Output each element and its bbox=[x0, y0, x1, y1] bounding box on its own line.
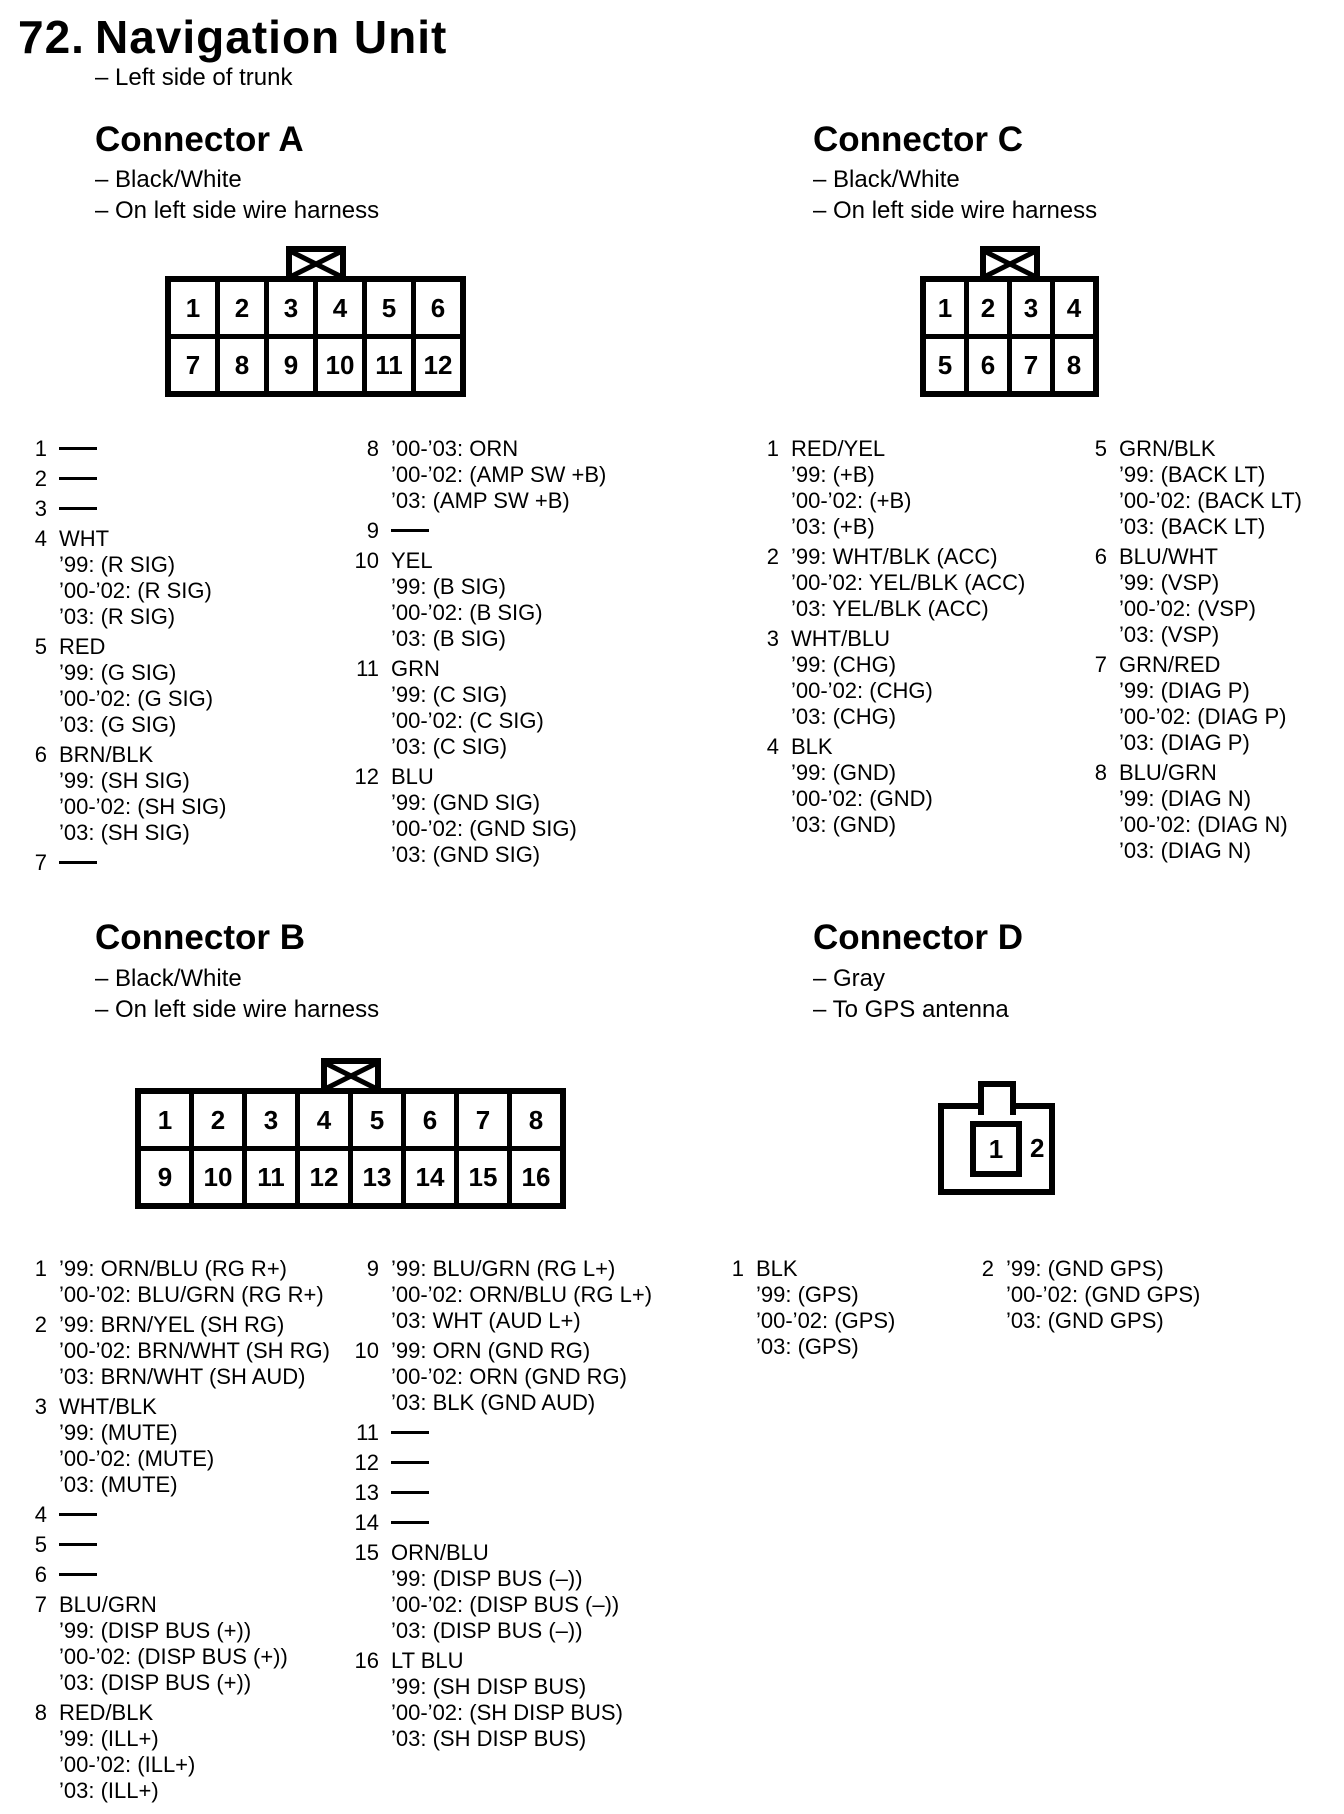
connector-b-cavity-2: 2 bbox=[194, 1094, 242, 1146]
connector-b-cavity-15: 15 bbox=[459, 1151, 507, 1203]
pin-a-4 bbox=[17, 526, 227, 630]
pin-number: 1 bbox=[34, 1256, 47, 1281]
pin-line: GRN bbox=[391, 656, 440, 681]
pin-description bbox=[1119, 652, 1287, 756]
pin-line: YEL bbox=[391, 548, 433, 573]
pin-b-5 bbox=[17, 1532, 330, 1558]
connector-note: – Black/White bbox=[813, 166, 960, 193]
pin-a-2 bbox=[17, 466, 227, 492]
connector-c-pin-list-col2 bbox=[1077, 436, 1302, 864]
pin-description bbox=[59, 1502, 97, 1528]
connector-note: – Black/White bbox=[95, 965, 242, 992]
pin-b-3 bbox=[17, 1394, 330, 1498]
pin-line: ’00-’02: BLU/GRN (RG R+) bbox=[59, 1282, 324, 1307]
pin-description bbox=[391, 656, 544, 760]
pin-c-6 bbox=[1077, 544, 1302, 648]
pin-description bbox=[791, 436, 911, 540]
pin-b-10 bbox=[349, 1338, 652, 1416]
pin-description bbox=[791, 626, 933, 730]
pin-description bbox=[59, 850, 97, 876]
pin-description bbox=[59, 1532, 97, 1558]
pin-line: ’00-’02: (GND GPS) bbox=[1006, 1282, 1201, 1307]
connector-b-pin-list-col1 bbox=[17, 1256, 330, 1804]
pin-a-5 bbox=[17, 634, 227, 738]
pin-number: 4 bbox=[766, 734, 779, 759]
pin-b-7 bbox=[17, 1592, 330, 1696]
connector-c-cavity-2: 2 bbox=[969, 282, 1007, 334]
pin-description bbox=[59, 1562, 97, 1588]
pin-line: ’03: (VSP) bbox=[1119, 622, 1220, 647]
pin-line: ’99: (B SIG) bbox=[391, 574, 506, 599]
pin-line: ’99: BRN/YEL (SH RG) bbox=[59, 1312, 285, 1337]
connector-a-cavity-2: 2 bbox=[220, 282, 264, 334]
pin-line: ’99: (CHG) bbox=[791, 652, 897, 677]
connector-notes-a bbox=[95, 164, 379, 226]
connector-b-cavity-5: 5 bbox=[353, 1094, 401, 1146]
no-connection-dash bbox=[59, 1543, 97, 1546]
pin-number: 2 bbox=[34, 466, 47, 491]
connector-a-cavity-6: 6 bbox=[416, 282, 460, 334]
pin-description bbox=[1119, 544, 1256, 648]
pin-a-10 bbox=[349, 548, 606, 652]
pin-number: 2 bbox=[981, 1256, 994, 1281]
connector-c-cavity-4: 4 bbox=[1055, 282, 1093, 334]
connector-b-cavity-7: 7 bbox=[459, 1094, 507, 1146]
connector-c-cavity-1: 1 bbox=[926, 282, 964, 334]
pin-line: BRN/BLK bbox=[59, 742, 154, 767]
connector-b-cavity-1: 1 bbox=[141, 1094, 189, 1146]
pin-line: ’03: (AMP SW +B) bbox=[391, 488, 570, 513]
pin-line: ’99: (BACK LT) bbox=[1119, 462, 1266, 487]
pin-a-8 bbox=[349, 436, 606, 514]
pin-description bbox=[391, 1480, 429, 1506]
pin-description bbox=[391, 436, 606, 514]
pin-description bbox=[1119, 760, 1288, 864]
connector-d-pin-list-col1 bbox=[714, 1256, 895, 1360]
pin-line: ’00-’02: BRN/WHT (SH RG) bbox=[59, 1338, 330, 1363]
pin-line: ’03: (DISP BUS (+)) bbox=[59, 1670, 252, 1695]
pin-number: 12 bbox=[354, 764, 379, 789]
pin-number: 9 bbox=[366, 518, 379, 543]
connector-c-cavity-3: 3 bbox=[1012, 282, 1050, 334]
no-connection-dash bbox=[59, 447, 97, 450]
pin-line: ’03: (DISP BUS (–)) bbox=[391, 1618, 583, 1643]
no-connection-dash bbox=[391, 1461, 429, 1464]
connector-c-cavity-7: 7 bbox=[1012, 339, 1050, 391]
pin-line: ’03: (ILL+) bbox=[59, 1778, 159, 1803]
connector-c-pin-grid bbox=[920, 276, 1099, 397]
connector-note: – To GPS antenna bbox=[813, 996, 1009, 1023]
connector-b-pin-grid bbox=[135, 1088, 566, 1209]
pin-number: 4 bbox=[34, 1502, 47, 1527]
pin-number: 7 bbox=[34, 850, 47, 875]
pin-description bbox=[391, 1338, 627, 1416]
connector-a-cavity-12: 12 bbox=[416, 339, 460, 391]
pin-number: 5 bbox=[34, 1532, 47, 1557]
pin-line: ’99: (DISP BUS (+)) bbox=[59, 1618, 252, 1643]
pin-description bbox=[791, 544, 1025, 622]
no-connection-dash bbox=[59, 861, 97, 864]
pin-line: BLU bbox=[391, 764, 434, 789]
pin-a-7 bbox=[17, 850, 227, 876]
pin-line: ’99: (VSP) bbox=[1119, 570, 1220, 595]
no-connection-dash bbox=[59, 507, 97, 510]
pin-line: GRN/BLK bbox=[1119, 436, 1216, 461]
pin-b-15 bbox=[349, 1540, 652, 1644]
pin-b-12 bbox=[349, 1450, 652, 1476]
pin-description bbox=[59, 1700, 195, 1804]
pin-line: RED/BLK bbox=[59, 1700, 154, 1725]
pin-description bbox=[59, 436, 97, 462]
connector-c-cavity-5: 5 bbox=[926, 339, 964, 391]
pin-line: ’00-’02: (R SIG) bbox=[59, 578, 212, 603]
pin-line: ’99: (DISP BUS (–)) bbox=[391, 1566, 583, 1591]
pin-description bbox=[59, 1394, 214, 1498]
pin-line: LT BLU bbox=[391, 1648, 464, 1673]
pin-line: ’03: (SH DISP BUS) bbox=[391, 1726, 587, 1751]
pin-line: ’00-’02: (B SIG) bbox=[391, 600, 543, 625]
connector-a-cavity-11: 11 bbox=[367, 339, 411, 391]
connector-b-cavity-6: 6 bbox=[406, 1094, 454, 1146]
pin-line: ’03: (C SIG) bbox=[391, 734, 508, 759]
pin-line: ’99: BLU/GRN (RG L+) bbox=[391, 1256, 616, 1281]
pin-d-2 bbox=[964, 1256, 1200, 1334]
pin-line: ’00-’02: (SH SIG) bbox=[59, 794, 227, 819]
connector-b-cavity-3: 3 bbox=[247, 1094, 295, 1146]
pin-line: ’03: (GPS) bbox=[756, 1334, 859, 1359]
pin-line: ’03: BRN/WHT (SH AUD) bbox=[59, 1364, 306, 1389]
pin-b-8 bbox=[17, 1700, 330, 1804]
pin-line: ’03: BLK (GND AUD) bbox=[391, 1390, 596, 1415]
pin-number: 7 bbox=[34, 1592, 47, 1617]
pin-line: ’00-’02: (VSP) bbox=[1119, 596, 1256, 621]
pin-line: ’99: (GND SIG) bbox=[391, 790, 541, 815]
pin-number: 7 bbox=[1094, 652, 1107, 677]
connector-a-cavity-3: 3 bbox=[269, 282, 313, 334]
connector-notes-c bbox=[813, 164, 1097, 226]
pin-number: 15 bbox=[354, 1540, 379, 1565]
page-title: Navigation Unit bbox=[95, 11, 448, 63]
connector-note: – On left side wire harness bbox=[813, 197, 1098, 224]
pin-line: BLU/WHT bbox=[1119, 544, 1218, 569]
connector-b-cavity-9: 9 bbox=[141, 1151, 189, 1203]
pin-number: 2 bbox=[34, 1312, 47, 1337]
pin-description bbox=[391, 764, 577, 868]
pin-description bbox=[756, 1256, 895, 1360]
connector-title-d: Connector D bbox=[813, 918, 1023, 957]
pin-line: ’03: (GND SIG) bbox=[391, 842, 541, 867]
connector-notes-d bbox=[813, 963, 1009, 1025]
pin-line: ’03: (GND GPS) bbox=[1006, 1308, 1164, 1333]
pin-line: WHT bbox=[59, 526, 110, 551]
connector-a-cavity-4: 4 bbox=[318, 282, 362, 334]
pin-c-4 bbox=[749, 734, 1025, 838]
pin-line: BLK bbox=[791, 734, 833, 759]
pin-description bbox=[59, 466, 97, 492]
pin-line: ’00-’02: (GPS) bbox=[756, 1308, 896, 1333]
pin-description bbox=[59, 1312, 330, 1390]
pin-line: ’03: (CHG) bbox=[791, 704, 897, 729]
connector-c-cavity-8: 8 bbox=[1055, 339, 1093, 391]
pin-description bbox=[59, 526, 212, 630]
pin-number: 16 bbox=[354, 1648, 379, 1673]
pin-line: ’00-’02: (MUTE) bbox=[59, 1446, 215, 1471]
pin-b-1 bbox=[17, 1256, 330, 1308]
connector-a-cavity-7: 7 bbox=[171, 339, 215, 391]
no-connection-dash bbox=[59, 1513, 97, 1516]
connector-note: – On left side wire harness bbox=[95, 996, 380, 1023]
pin-line: ’99: (GPS) bbox=[756, 1282, 859, 1307]
pin-number: 8 bbox=[366, 436, 379, 461]
no-connection-dash bbox=[391, 1431, 429, 1434]
connector-title-a: Connector A bbox=[95, 120, 304, 159]
pin-line: ’99: (C SIG) bbox=[391, 682, 508, 707]
connector-note: – On left side wire harness bbox=[95, 197, 380, 224]
connector-b-cavity-12: 12 bbox=[300, 1151, 348, 1203]
pin-number: 11 bbox=[356, 656, 379, 681]
pin-d-1 bbox=[714, 1256, 895, 1360]
pin-description bbox=[59, 1256, 324, 1308]
pin-number: 6 bbox=[34, 742, 47, 767]
pin-line: ’99: (ILL+) bbox=[59, 1726, 159, 1751]
no-connection-dash bbox=[391, 1521, 429, 1524]
pin-line: RED bbox=[59, 634, 106, 659]
connector-b-cavity-16: 16 bbox=[512, 1151, 560, 1203]
pin-description bbox=[59, 634, 213, 738]
pin-number: 3 bbox=[34, 1394, 47, 1419]
connector-title-c: Connector C bbox=[813, 120, 1023, 159]
pin-line: ’00-’02: (BACK LT) bbox=[1119, 488, 1302, 513]
connector-a-cavity-9: 9 bbox=[269, 339, 313, 391]
connector-b-cavity-11: 11 bbox=[247, 1151, 295, 1203]
pin-b-4 bbox=[17, 1502, 330, 1528]
pin-line: ’00-’02: (DISP BUS (+)) bbox=[59, 1644, 288, 1669]
pin-number: 1 bbox=[731, 1256, 744, 1281]
pin-line: ’99: (GND) bbox=[791, 760, 897, 785]
connector-a-cavity-8: 8 bbox=[220, 339, 264, 391]
pin-line: GRN/RED bbox=[1119, 652, 1221, 677]
pin-number: 3 bbox=[766, 626, 779, 651]
pin-number: 2 bbox=[766, 544, 779, 569]
pin-b-2 bbox=[17, 1312, 330, 1390]
pin-number: 14 bbox=[354, 1510, 379, 1535]
pin-line: ’00-’02: (+B) bbox=[791, 488, 912, 513]
pin-number: 9 bbox=[366, 1256, 379, 1281]
pin-a-9 bbox=[349, 518, 606, 544]
connector-b-cavity-13: 13 bbox=[353, 1151, 401, 1203]
pin-line: ’00-’02: (DIAG N) bbox=[1119, 812, 1288, 837]
pin-c-2 bbox=[749, 544, 1025, 622]
page-subtitle: – Left side of trunk bbox=[95, 64, 293, 91]
pin-line: ’03: (R SIG) bbox=[59, 604, 176, 629]
pin-description bbox=[59, 496, 97, 522]
connector-notes-b bbox=[95, 963, 379, 1025]
pin-line: ’03: (SH SIG) bbox=[59, 820, 190, 845]
connector-b-pin-list-col2 bbox=[349, 1256, 652, 1752]
pin-line: BLU/GRN bbox=[59, 1592, 157, 1617]
pin-line: ’00-’02: (GND SIG) bbox=[391, 816, 577, 841]
pin-line: ’99: (DIAG P) bbox=[1119, 678, 1250, 703]
pin-c-8 bbox=[1077, 760, 1302, 864]
connector-c-cavity-6: 6 bbox=[969, 339, 1007, 391]
pin-line: ’03: WHT (AUD L+) bbox=[391, 1308, 581, 1333]
pin-description bbox=[1006, 1256, 1200, 1334]
pin-number: 11 bbox=[356, 1420, 379, 1445]
pin-b-9 bbox=[349, 1256, 652, 1334]
connector-a-cavity-1: 1 bbox=[171, 282, 215, 334]
connector-d-cavity-1: 1 bbox=[970, 1121, 1022, 1177]
pin-line: ’00-’02: (DIAG P) bbox=[1119, 704, 1287, 729]
pin-number: 10 bbox=[354, 548, 379, 573]
connector-a-cavity-10: 10 bbox=[318, 339, 362, 391]
pin-number: 6 bbox=[34, 1562, 47, 1587]
pin-line: ’03: YEL/BLK (ACC) bbox=[791, 596, 989, 621]
no-connection-dash bbox=[391, 1491, 429, 1494]
pin-line: ’99: (+B) bbox=[791, 462, 875, 487]
pin-line: ’03: (+B) bbox=[791, 514, 875, 539]
pin-line: ’00-’03: ORN bbox=[391, 436, 519, 461]
pin-line: ’00-’02: (AMP SW +B) bbox=[391, 462, 607, 487]
pin-line: ’99: WHT/BLK (ACC) bbox=[791, 544, 998, 569]
pin-line: ’00-’02: (DISP BUS (–)) bbox=[391, 1592, 620, 1617]
connector-a-cavity-5: 5 bbox=[367, 282, 411, 334]
connector-d-cavity-2: 2 bbox=[1030, 1133, 1045, 1163]
pin-description bbox=[391, 1450, 429, 1476]
pin-line: ’03: (GND) bbox=[791, 812, 897, 837]
pin-line: ’99: (R SIG) bbox=[59, 552, 176, 577]
pin-b-13 bbox=[349, 1480, 652, 1506]
pin-description bbox=[391, 1510, 429, 1536]
pin-description bbox=[391, 518, 429, 544]
pin-a-11 bbox=[349, 656, 606, 760]
pin-number: 5 bbox=[1094, 436, 1107, 461]
connector-b-cavity-8: 8 bbox=[512, 1094, 560, 1146]
pin-line: ’00-’02: (SH DISP BUS) bbox=[391, 1700, 623, 1725]
connector-a-pin-list-col2 bbox=[349, 436, 606, 868]
pin-description bbox=[59, 742, 227, 846]
pin-line: ’99: (SH DISP BUS) bbox=[391, 1674, 587, 1699]
pin-line: ’03: (G SIG) bbox=[59, 712, 177, 737]
no-connection-dash bbox=[59, 477, 97, 480]
pin-description bbox=[391, 1648, 623, 1752]
pin-b-14 bbox=[349, 1510, 652, 1536]
connector-d-pin-list-col2 bbox=[964, 1256, 1200, 1334]
pin-number: 3 bbox=[34, 496, 47, 521]
pin-line: RED/YEL bbox=[791, 436, 886, 461]
pin-line: ’00-’02: ORN/BLU (RG L+) bbox=[391, 1282, 653, 1307]
pin-number: 8 bbox=[1094, 760, 1107, 785]
pin-line: ’99: (MUTE) bbox=[59, 1420, 178, 1445]
connector-title-b: Connector B bbox=[95, 918, 305, 957]
pin-line: ’00-’02: (ILL+) bbox=[59, 1752, 196, 1777]
pin-a-6 bbox=[17, 742, 227, 846]
pin-line: WHT/BLU bbox=[791, 626, 890, 651]
pin-number: 5 bbox=[34, 634, 47, 659]
pin-line: ’03: (DIAG N) bbox=[1119, 838, 1252, 863]
pin-line: ’99: (G SIG) bbox=[59, 660, 177, 685]
pin-description bbox=[391, 1420, 429, 1446]
pin-number: 1 bbox=[766, 436, 779, 461]
connector-a-pin-list-col1 bbox=[17, 436, 227, 876]
pin-line: ’99: ORN (GND RG) bbox=[391, 1338, 591, 1363]
pin-line: ’03: (DIAG P) bbox=[1119, 730, 1250, 755]
pin-line: ’00-’02: (C SIG) bbox=[391, 708, 544, 733]
no-connection-dash bbox=[391, 529, 429, 532]
pin-line: ’00-’02: (CHG) bbox=[791, 678, 933, 703]
pin-b-16 bbox=[349, 1648, 652, 1752]
pin-line: ’00-’02: ORN (GND RG) bbox=[391, 1364, 627, 1389]
connector-b-cavity-10: 10 bbox=[194, 1151, 242, 1203]
pin-line: ’99: ORN/BLU (RG R+) bbox=[59, 1256, 287, 1281]
pin-line: ’99: (GND GPS) bbox=[1006, 1256, 1164, 1281]
pin-line: ’03: (BACK LT) bbox=[1119, 514, 1266, 539]
pin-line: ’00-’02: YEL/BLK (ACC) bbox=[791, 570, 1026, 595]
pin-line: WHT/BLK bbox=[59, 1394, 157, 1419]
connector-b-cavity-4: 4 bbox=[300, 1094, 348, 1146]
connector-d-body bbox=[938, 1103, 1055, 1195]
connector-note: – Gray bbox=[813, 965, 886, 992]
pin-number: 4 bbox=[34, 526, 47, 551]
pin-description bbox=[391, 1540, 619, 1644]
pin-description bbox=[59, 1592, 288, 1696]
pin-number: 6 bbox=[1094, 544, 1107, 569]
connector-a-pin-grid bbox=[165, 276, 466, 397]
pin-line: BLK bbox=[756, 1256, 798, 1281]
pin-number: 10 bbox=[354, 1338, 379, 1363]
pin-line: ’03: (B SIG) bbox=[391, 626, 506, 651]
connector-b-cavity-14: 14 bbox=[406, 1151, 454, 1203]
section-number: 72. bbox=[18, 11, 85, 63]
pin-c-1 bbox=[749, 436, 1025, 540]
pin-b-11 bbox=[349, 1420, 652, 1446]
pin-line: ORN/BLU bbox=[391, 1540, 489, 1565]
pin-line: ’99: (DIAG N) bbox=[1119, 786, 1252, 811]
pin-line: ’03: (MUTE) bbox=[59, 1472, 178, 1497]
pin-line: ’99: (SH SIG) bbox=[59, 768, 190, 793]
pin-b-6 bbox=[17, 1562, 330, 1588]
pin-description bbox=[1119, 436, 1302, 540]
pin-description bbox=[791, 734, 933, 838]
no-connection-dash bbox=[59, 1573, 97, 1576]
pin-description bbox=[391, 548, 543, 652]
connector-d-keying-tab bbox=[978, 1081, 1016, 1115]
pin-c-5 bbox=[1077, 436, 1302, 540]
pin-number: 12 bbox=[354, 1450, 379, 1475]
pin-a-1 bbox=[17, 436, 227, 462]
connector-note: – Black/White bbox=[95, 166, 242, 193]
pin-line: ’00-’02: (GND) bbox=[791, 786, 933, 811]
pin-c-3 bbox=[749, 626, 1025, 730]
pin-line: BLU/GRN bbox=[1119, 760, 1217, 785]
pin-number: 1 bbox=[34, 436, 47, 461]
pin-a-3 bbox=[17, 496, 227, 522]
pin-number: 8 bbox=[34, 1700, 47, 1725]
pin-line: ’00-’02: (G SIG) bbox=[59, 686, 214, 711]
pin-c-7 bbox=[1077, 652, 1302, 756]
connector-c-pin-list-col1 bbox=[749, 436, 1025, 838]
pin-description bbox=[391, 1256, 652, 1334]
pin-number: 13 bbox=[354, 1480, 379, 1505]
pin-a-12 bbox=[349, 764, 606, 868]
